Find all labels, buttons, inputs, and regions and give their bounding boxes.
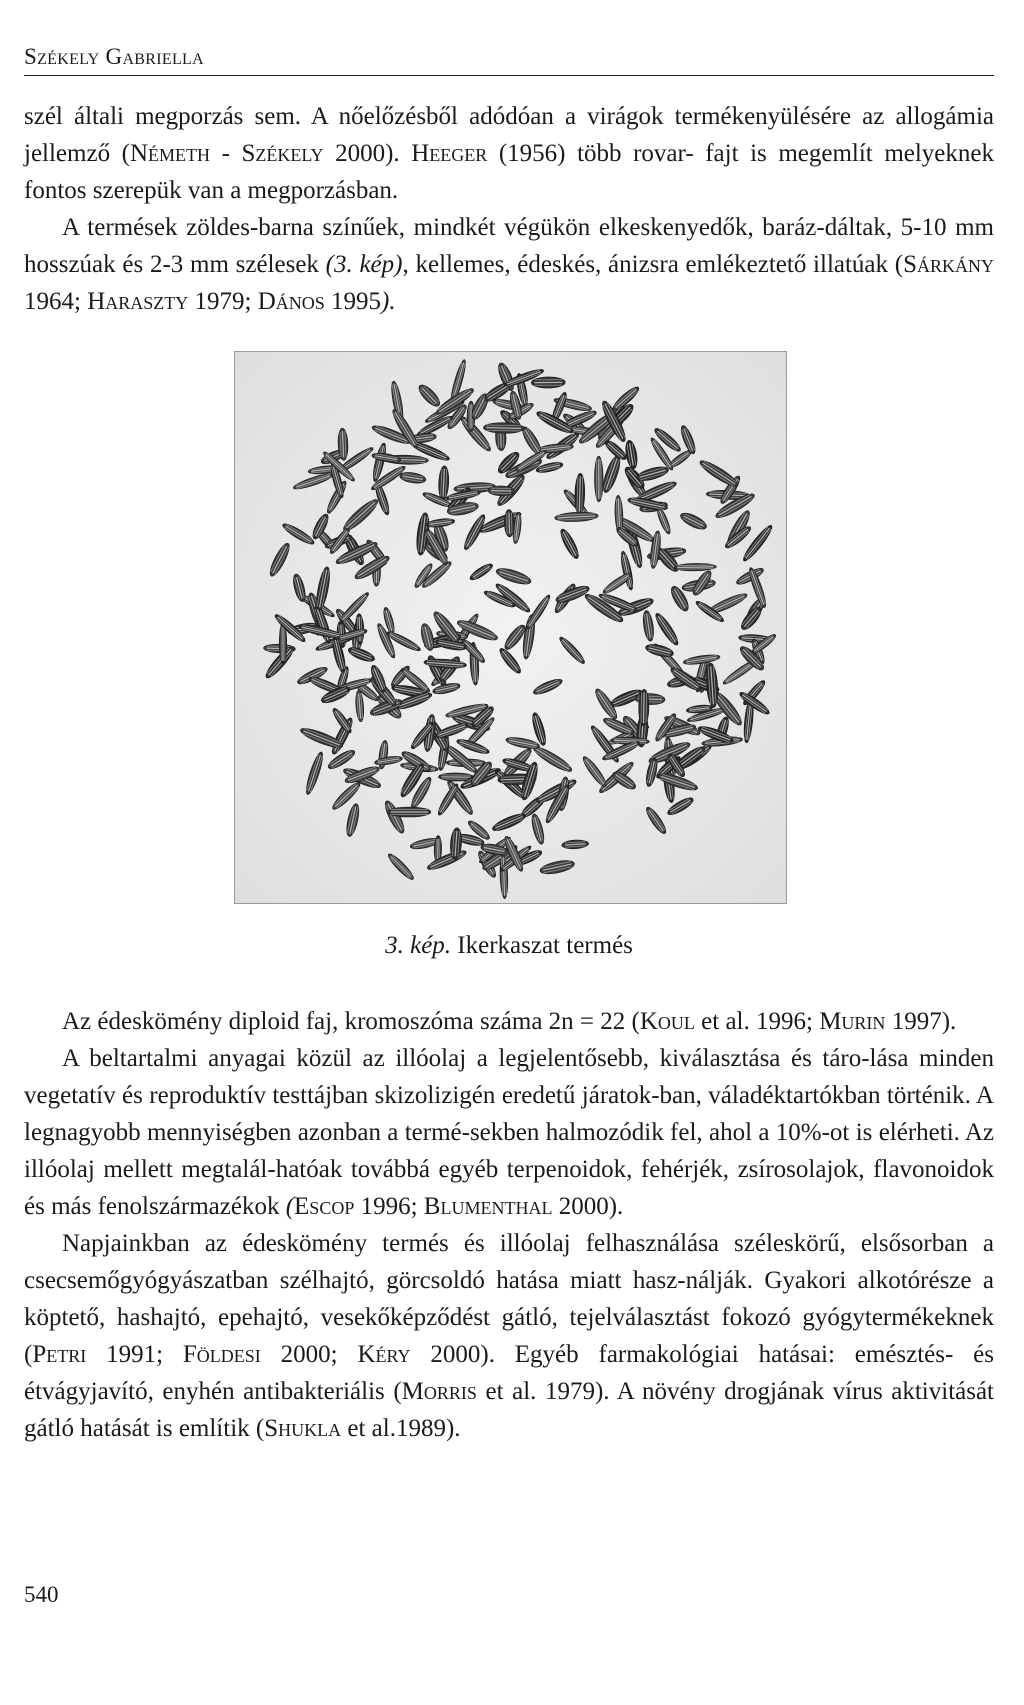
- citation: Németh - Székely: [129, 140, 324, 167]
- seed: [531, 377, 565, 388]
- caption-label: 3. kép.: [385, 932, 452, 959]
- citation: Murin: [819, 1008, 886, 1035]
- citation: Haraszty: [87, 288, 189, 315]
- text-line: fajt is megemlít melyeknek fontos szerepük van a megporzásban.: [24, 140, 994, 204]
- seed-photo: [234, 351, 787, 904]
- text-run: 2000). Egyéb farmakológiai hatásai: emésztés- és étvágyjavító, enyhén antibakteriális (: [24, 1341, 995, 1405]
- text-run: 1996;: [354, 1193, 424, 1220]
- text-run: 1997).: [885, 1008, 957, 1035]
- text-run: 1991;: [86, 1341, 183, 1368]
- citation: Shukla: [264, 1415, 342, 1442]
- header-rule: [24, 75, 994, 76]
- running-head: Székely Gabriella: [24, 44, 204, 69]
- text-run: et al.1989).: [341, 1415, 461, 1442]
- text-run: (: [285, 1193, 295, 1220]
- citation: Koul: [639, 1008, 695, 1035]
- text-line: az allogámia jellemző (: [24, 103, 995, 167]
- citation: Heeger: [411, 140, 488, 167]
- citation: Földesi: [182, 1341, 261, 1368]
- text-run: A beltartalmi anyagai közül az illóolaj a legjelentősebb, kiválasztása és táro-lása minden vegetatív és reproduktív testtájban skizolizigén eredetű járatok-ban, váladéktartókban történik. A legnagyobb mennyiségben azonban a termé-sekben halmozódik fel, ahol a 10%-ot is elérheti. Az illóolaj mellett megtalál-hatóak továbbá egyéb terpenoidok, fehérjék, zsírosolajok, flavonoidok és más fenolszármazékok: [24, 1045, 994, 1220]
- seed: [595, 456, 604, 502]
- document-page: [24, 0, 994, 1705]
- paragraph-fruit-description: [24, 209, 994, 320]
- page-number: 540: [24, 1582, 59, 1607]
- text-line: szél általi megporzás sem. A nőelőzésből adódóan a virágok termékenyülésére: [24, 103, 851, 130]
- paragraph-chromosome: [24, 1003, 994, 1040]
- seed: [388, 807, 431, 817]
- citation: Morris: [401, 1378, 477, 1405]
- text-run: 1964;: [24, 288, 88, 315]
- seed-photo-image: [235, 352, 786, 903]
- paragraph-essential-oil: [24, 1040, 994, 1225]
- text-run: Napjainkban az édeskömény termés és illóolaj felhasználása széleskörű, elsősorban a csecsemőgyógyászatban szélhajtó, görcsoldó hatása miatt hasz-nálják. Gyakori alkotórésze a köptető, hashajtó, epehajtó, vesekőképződést gátló, tejelválasztást fokozó gyógytermékeknek (: [24, 1230, 994, 1368]
- caption-text: Ikerkaszat termés: [451, 932, 633, 959]
- figure-reference: (3. kép): [325, 251, 403, 278]
- text-run: 2000).: [552, 1193, 624, 1220]
- text-run: ).: [381, 288, 396, 315]
- figure-caption: [24, 932, 994, 960]
- citation: Escop: [294, 1193, 355, 1220]
- bottom-text-block: [24, 1003, 994, 1447]
- citation: Petri: [32, 1341, 87, 1368]
- paragraph-usage: [24, 1225, 994, 1447]
- text-run: 2000).: [323, 140, 412, 167]
- paragraph-continuation: [24, 98, 994, 209]
- text-run: (1956) több rovar-: [487, 140, 694, 167]
- citation: Sárkány: [903, 251, 994, 278]
- citation: Blumenthal: [423, 1193, 553, 1220]
- text-run: Az édeskömény diploid faj, kromoszóma száma 2n = 22 (: [62, 1008, 640, 1035]
- text-run: et al. 1979). A növény drogjának vírus aktivitását gátló hatását is említik (: [24, 1378, 995, 1442]
- text-run: 1995: [324, 288, 382, 315]
- text-run: , kellemes, édeskés, ánizsra emlékeztető illatúak (: [402, 251, 904, 278]
- text-run: 1979;: [188, 288, 258, 315]
- citation: Kéry: [357, 1341, 411, 1368]
- citation: Dános: [257, 288, 325, 315]
- seed: [638, 689, 649, 726]
- text-run: A termések zöldes-barna színűek, mindkét végükön elkeskenyedők, baráz-dáltak, 5-10 mm hosszúak és 2-3 mm szélesek: [24, 214, 994, 278]
- top-text-block: [24, 98, 994, 320]
- text-run: et al. 1996;: [694, 1008, 820, 1035]
- text-run: 2000;: [260, 1341, 358, 1368]
